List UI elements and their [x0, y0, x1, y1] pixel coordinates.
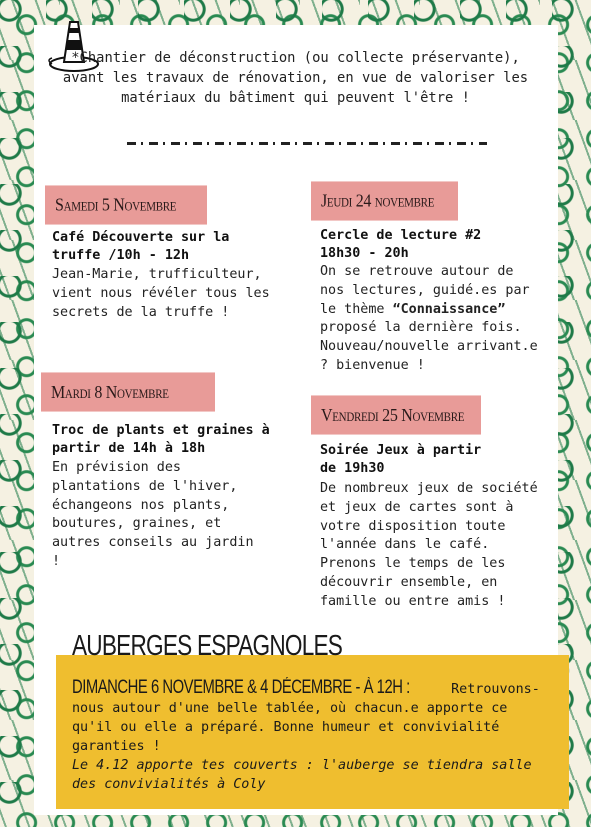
event-date-tag: Mardi 8 Novembre — [41, 372, 215, 411]
event-description: On se retrouve autour de nos lectures, guidé.es par le thème “Connaissance” proposé la dernière fois. Nouveau/nouvelle arrivant.e ? bienvenue ! — [320, 264, 538, 373]
event-description: Jean-Marie, trufficulteur, vient nous révéler tous les secrets de la truffe ! — [52, 267, 270, 320]
event-title: Café Découverte sur la truffe /10h - 12h — [52, 230, 230, 263]
auberges-note: Le 4.12 apporte tes couverts : l'auberge se tiendra salle des convivialités à Coly — [72, 758, 532, 792]
event-description: En prévision des plantations de l'hiver, échangeons nos plants, boutures, graines, et autres conseils au jardin ! — [52, 460, 254, 569]
event-date-tag: Jeudi 24 novembre — [311, 181, 458, 220]
auberges-title: AUBERGES ESPAGNOLES — [72, 630, 343, 662]
intro-note: *Chantier de déconstruction (ou collecte préservante), avant les travaux de rénovation, en vue de valoriser les matériaux du bâtiment qui peuvent l'être ! — [62, 50, 529, 106]
event-title: Soirée Jeux à partir de 19h30 — [320, 443, 482, 476]
event-date-tag: Vendredi 25 Novembre — [311, 395, 481, 434]
event-title: Cercle de lecture #2 18h30 - 20h — [320, 228, 482, 261]
event-date-tag: Samedi 5 Novembre — [45, 185, 207, 224]
divider — [127, 142, 487, 145]
auberges-date: DIMANCHE 6 NOVEMBRE & 4 DÉCEMBRE - À 12H : — [72, 677, 410, 698]
event-description: De nombreux jeux de société et jeux de cartes sont à votre disposition toute l'année dans le café. Prenons le temps de les découvrir ensemble, en famille ou entre amis ! — [320, 481, 538, 609]
event-title: Troc de plants et graines à partir de 14h à 18h — [52, 423, 270, 456]
auberges-text: DIMANCHE 6 NOVEMBRE & 4 DÉCEMBRE - À 12H : Retrouvons-nous autour d'une belle tablée, où chacun.e apporte ce qu'il ou elle a préparé. Bonne humeur et convivialité garanties ! Le 4.12 apporte tes couverts : l'auberge se tiendra salle des convivialités à Coly — [72, 678, 552, 794]
